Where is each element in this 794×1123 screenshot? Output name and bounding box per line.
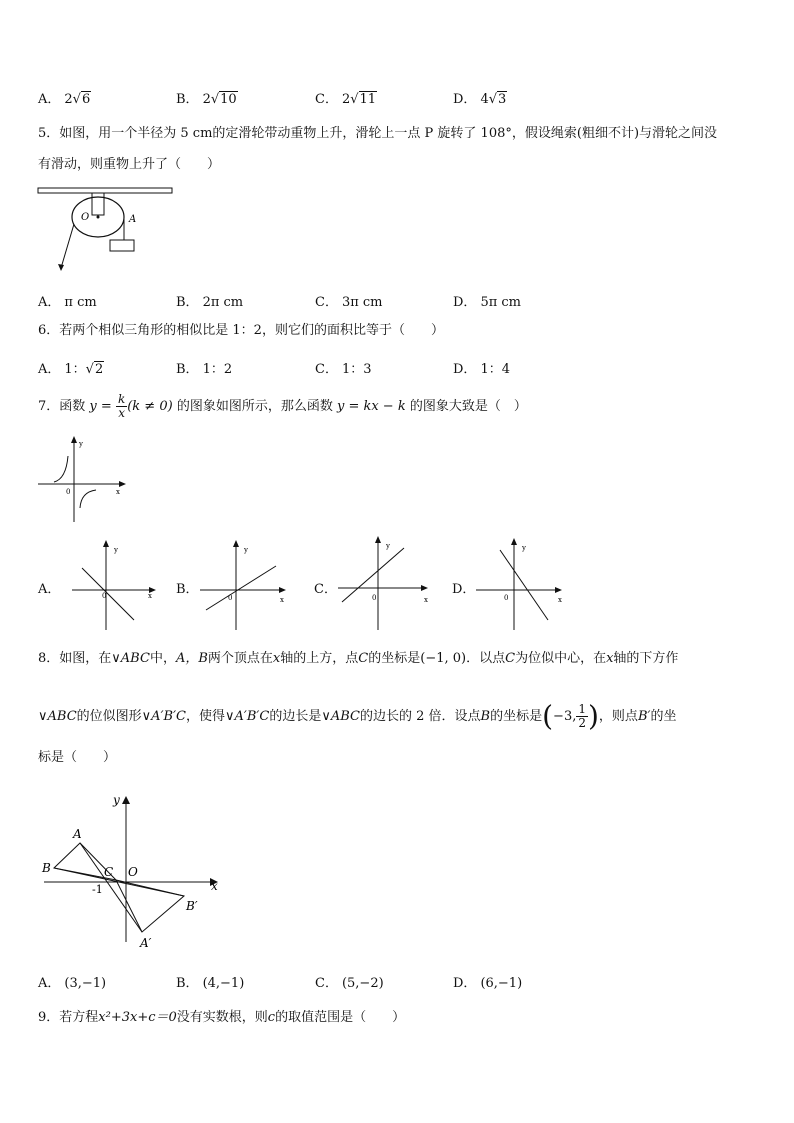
q6-option-b[interactable]: B． 1：2 (176, 362, 233, 377)
y-axis-arrow (71, 436, 77, 443)
q6-option-d[interactable]: D． 1：4 (453, 362, 510, 377)
svg-text:x: x (148, 592, 152, 600)
q4-options (38, 88, 738, 108)
q5-option-a[interactable]: A． π cm (38, 295, 97, 310)
graph-label-y: y (79, 440, 83, 448)
svg-text:x: x (424, 596, 428, 604)
hyperbola-branch-q4 (80, 490, 96, 508)
label-aprime: A′ (140, 936, 152, 950)
q5-option-b[interactable]: B． 2π cm (176, 295, 244, 310)
q7-option-a-label[interactable]: A． (38, 582, 61, 597)
pulley-mount (92, 193, 104, 215)
label-bprime: B′ (186, 899, 198, 913)
q6-option-a[interactable]: A． 1：√2 (38, 362, 104, 377)
q8-option-b[interactable]: B． (4,−1) (176, 976, 245, 991)
label-a: A (129, 214, 137, 225)
svg-text:0: 0 (372, 594, 377, 602)
q7-option-d-graph[interactable] (474, 538, 568, 632)
label-x: x (211, 879, 218, 893)
y-axis-arrow (122, 796, 130, 804)
q7-text: 7．函数 y = $\frac{k}{x}$ (k ≠ 0) 的图象如图所示，那么函数 y = kx − k 的图象大致是（ ） (38, 392, 527, 420)
line-a (82, 568, 134, 620)
label-y: y (113, 793, 120, 807)
q4-option-c[interactable]: C． 2√11 (315, 92, 377, 107)
svg-text:x: x (280, 596, 284, 604)
svg-text:x: x (558, 596, 562, 604)
rope-left (61, 224, 74, 268)
svg-text:0: 0 (504, 594, 509, 602)
q8-homothety-figure (36, 792, 226, 952)
q7-option-b-graph[interactable] (198, 540, 290, 632)
label-b: B (42, 861, 51, 875)
pulley-center (97, 216, 100, 219)
q4-option-d[interactable]: D． 4√3 (453, 92, 507, 107)
q6-text: 6．若两个相似三角形的相似比是 1：2，则它们的面积比等于（ ） (38, 323, 444, 338)
q8-option-a[interactable]: A． (3,−1) (38, 976, 107, 991)
q5-text-line2: 有滑动，则重物上升了（ ） (38, 157, 221, 172)
q5-text-line1: 5．如图，用一个半径为 5 cm的定滑轮带动重物上升，滑轮上一点 P 旋转了 108°，假设绳索(粗细不计)与滑轮之间没 (38, 126, 718, 141)
q7-hyperbola-graph (36, 436, 126, 526)
q7-option-c-label[interactable]: C． (314, 582, 337, 597)
q7-option-a-graph[interactable] (70, 540, 160, 632)
q7-option-d-label[interactable]: D． (452, 582, 476, 597)
q5-option-d[interactable]: D． 5π cm (453, 295, 521, 310)
graph-label-x: x (116, 488, 120, 496)
q4-option-b[interactable]: B． 2√10 (176, 92, 237, 107)
segment-a-aprime (80, 843, 142, 932)
label-o: O (128, 865, 138, 879)
q8-text-line3: 标是（ ） (38, 750, 117, 765)
q6-option-c[interactable]: C． 1：3 (315, 362, 372, 377)
svg-text:0: 0 (102, 592, 107, 600)
svg-text:y: y (244, 546, 248, 554)
rope-arrow (58, 264, 64, 271)
weight-block (110, 240, 134, 251)
q7-option-b-label[interactable]: B． (176, 582, 199, 597)
q8-text-line2: ∨ABC的位似图形∨A′B′C，使得∨A′B′C的边长是∨ABC的边长的 2 倍．设点B的坐标是(−3, $\frac{1}{2}$ )，则点B′的坐 (38, 699, 677, 733)
hyperbola-branch-q2 (54, 456, 68, 482)
q5-pulley-figure (30, 184, 180, 276)
q5-options (38, 291, 738, 311)
graph-label-origin: 0 (66, 488, 71, 496)
q6-options (38, 358, 738, 378)
label-o: O (81, 212, 90, 223)
q5-option-c[interactable]: C． 3π cm (315, 295, 383, 310)
q4-option-a[interactable]: A． 2√6 (38, 92, 91, 107)
q8-options (38, 972, 738, 992)
svg-text:y: y (522, 544, 526, 552)
svg-text:y: y (114, 546, 118, 554)
q8-text-line1: 8．如图，在∨ABC中，A，B两个顶点在x轴的上方，点C的坐标是(−1, 0)．以点C为位似中心，在x轴的下方作 (38, 651, 679, 666)
q7-option-c-graph[interactable] (336, 536, 432, 632)
ceiling-bar (38, 188, 172, 193)
q9-text: 9．若方程x²+3x+c＝0没有实数根，则c的取值范围是（ ） (38, 1010, 406, 1025)
line-b (206, 566, 276, 610)
label-a: A (73, 827, 82, 841)
q8-option-d[interactable]: D． (6,−1) (453, 976, 523, 991)
label-c: C (104, 865, 114, 879)
q8-option-c[interactable]: C． (5,−2) (315, 976, 384, 991)
x-axis-arrow (119, 481, 126, 487)
line-d (500, 550, 548, 620)
svg-text:y: y (386, 542, 390, 550)
label-minus1: -1 (92, 883, 103, 896)
svg-text:0: 0 (228, 594, 233, 602)
